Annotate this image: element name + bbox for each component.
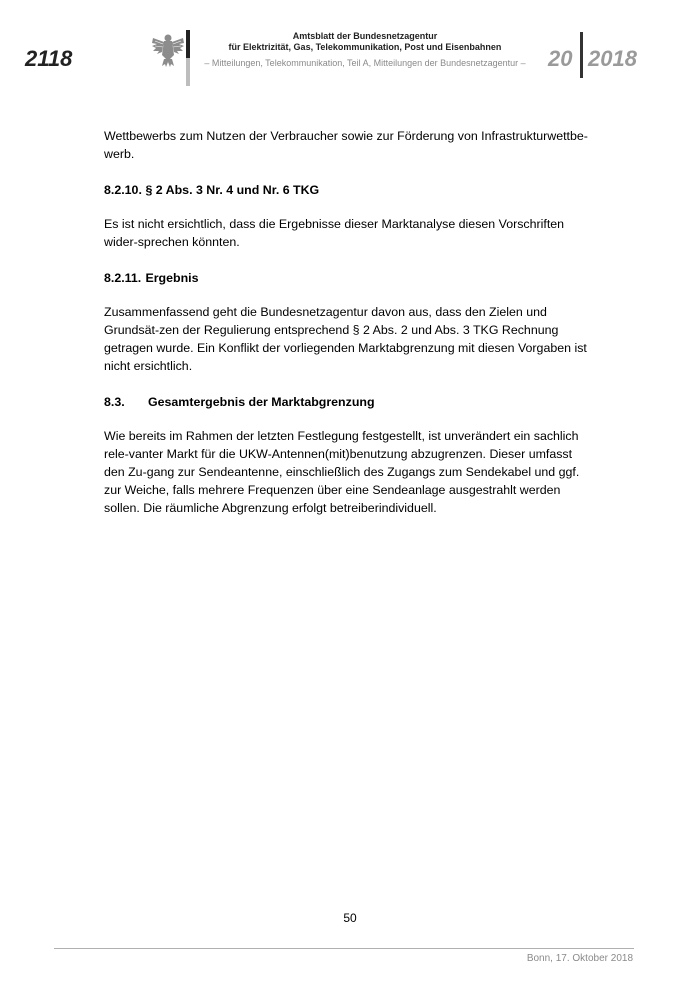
section-title: Ergebnis [145, 271, 199, 285]
federal-eagle-icon [151, 32, 185, 68]
issue-number: 20 [548, 46, 573, 71]
journal-title-line-2: für Elektrizität, Gas, Telekommunikation, Post und Eisenbahnen [228, 42, 502, 52]
main-content [104, 127, 596, 517]
section-title: Gesamtergebnis der Marktabgrenzung [148, 395, 375, 409]
section-paragraph: Wie bereits im Rahmen der letzten Festlegung festgestellt, ist unverändert ein sachlich rele-vanter Markt für die UKW-Antennen(mit)benutzung abzugrenzen. Dieser umfasst den Zu-gang zur Sendeantenne, einschließlich des Zugangs zum Sendekabel und ggf. zur Weiche, falls mehrere Frequenzen über eine Sendeanlage ausgestrahlt werden sollen. Die räumliche Abgrenzung erfolgt betreiberindividuell. [104, 429, 580, 515]
journal-page-number: 2118 [25, 46, 73, 71]
issue-divider [580, 32, 583, 78]
intro-paragraph: Wettbewerbs zum Nutzen der Verbraucher sowie zur Förderung von Infrastrukturwettbe-werb. [104, 129, 588, 161]
section-number: 8.2.11. [104, 271, 142, 285]
section-title: § 2 Abs. 3 Nr. 4 und Nr. 6 TKG [145, 183, 320, 197]
footer-date: Bonn, 17. Oktober 2018 [526, 953, 633, 964]
document-page-number: 50 [343, 911, 357, 925]
header-divider-dark [186, 30, 190, 58]
section-paragraph: Es ist nicht ersichtlich, dass die Ergebnisse dieser Marktanalyse diesen Vorschriften wider-sprechen könnten. [104, 217, 565, 249]
issue-year: 2018 [588, 46, 637, 71]
journal-title [200, 31, 530, 53]
journal-subtitle: – Mitteilungen, Telekommunikation, Teil A, Mitteilungen der Bundesnetzagentur – [204, 58, 526, 68]
section-number: 8.2.10. [104, 183, 142, 197]
section-number: 8.3. [104, 395, 125, 409]
section-heading-8-3 [104, 393, 596, 411]
journal-title-line-1: Amtsblatt der Bundesnetzagentur [292, 31, 438, 41]
footer-divider [54, 948, 634, 949]
section-heading-8-2-10 [104, 181, 596, 199]
section-paragraph: Zusammenfassend geht die Bundesnetzagentur davon aus, dass den Zielen und Grundsät-zen der Regulierung entsprechend § 2 Abs. 2 und Abs. 3 TKG Rechnung getragen wurde. Ein Konflikt der vorliegenden Marktabgrenzung mit diesen Vorgaben ist nicht ersichtlich. [104, 305, 587, 373]
section-heading-8-2-11 [104, 269, 596, 287]
header-divider-grey [186, 58, 190, 86]
